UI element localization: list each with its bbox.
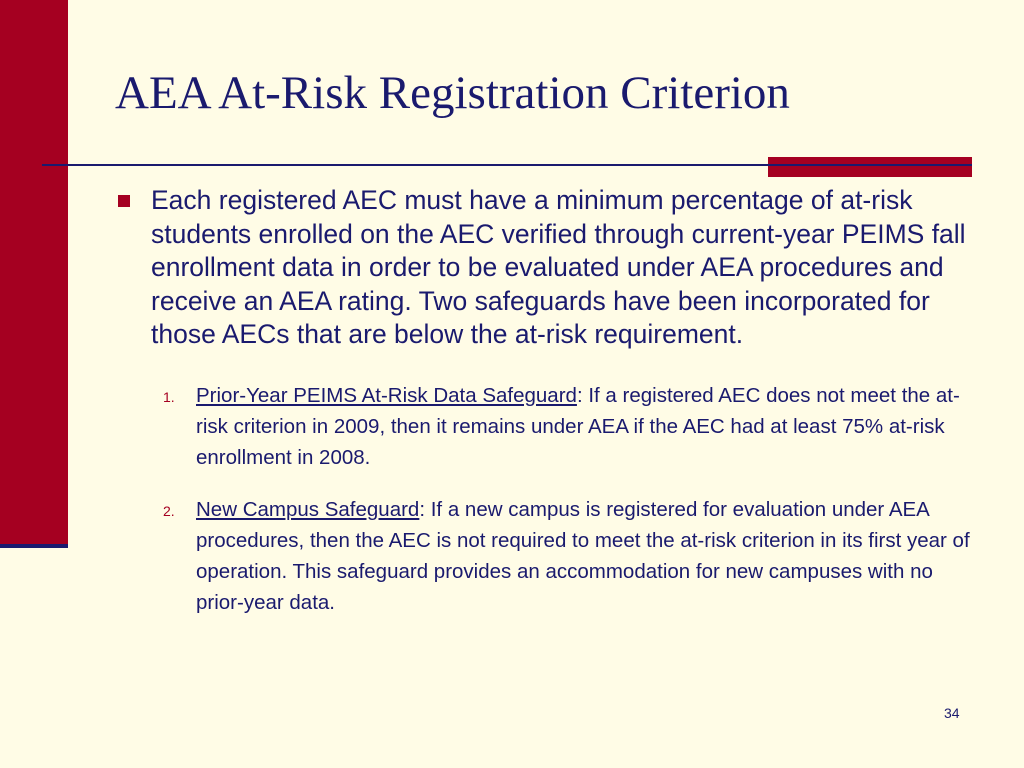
safeguard-text: : If a new campus is registered for evaluation under AEA procedures, then the AEC is not required to meet the at-risk criterion in its first year of operation. This safeguard provides an accommodation for new campuses with no prior-year data. bbox=[196, 497, 970, 614]
safeguard-text: : If a registered AEC does not meet the at-risk criterion in 2009, then it remains under AEA if the AEC had at least 75% at-risk enrollment in 2008. bbox=[196, 383, 960, 469]
safeguard-number: 2. bbox=[163, 502, 175, 519]
slide-title: AEA At-Risk Registration Criterion bbox=[115, 67, 790, 119]
safeguard-title: Prior-Year PEIMS At-Risk Data Safeguard bbox=[196, 383, 577, 407]
left-accent-underline bbox=[0, 544, 68, 548]
page-number: 34 bbox=[944, 705, 960, 721]
title-accent-line bbox=[768, 164, 972, 166]
title-accent-block bbox=[768, 157, 972, 177]
left-accent-bar bbox=[0, 0, 68, 544]
safeguard-title: New Campus Safeguard bbox=[196, 497, 420, 521]
slide-content bbox=[116, 184, 976, 639]
safeguard-number: 1. bbox=[163, 388, 175, 405]
main-bullet-text: Each registered AEC must have a minimum percentage of at-risk students enrolled on the AEC verified through current-year PEIMS fall enrollment data in order to be evaluated under AEA procedures and receive an AEA rating. Two safeguards have been incorporated for those AECs that are below the at-risk requirement. bbox=[151, 185, 966, 349]
safeguard-item bbox=[163, 380, 976, 473]
square-bullet-icon bbox=[118, 195, 130, 207]
main-bullet-item bbox=[116, 184, 976, 352]
safeguard-item bbox=[163, 494, 976, 618]
safeguard-list bbox=[116, 380, 976, 618]
